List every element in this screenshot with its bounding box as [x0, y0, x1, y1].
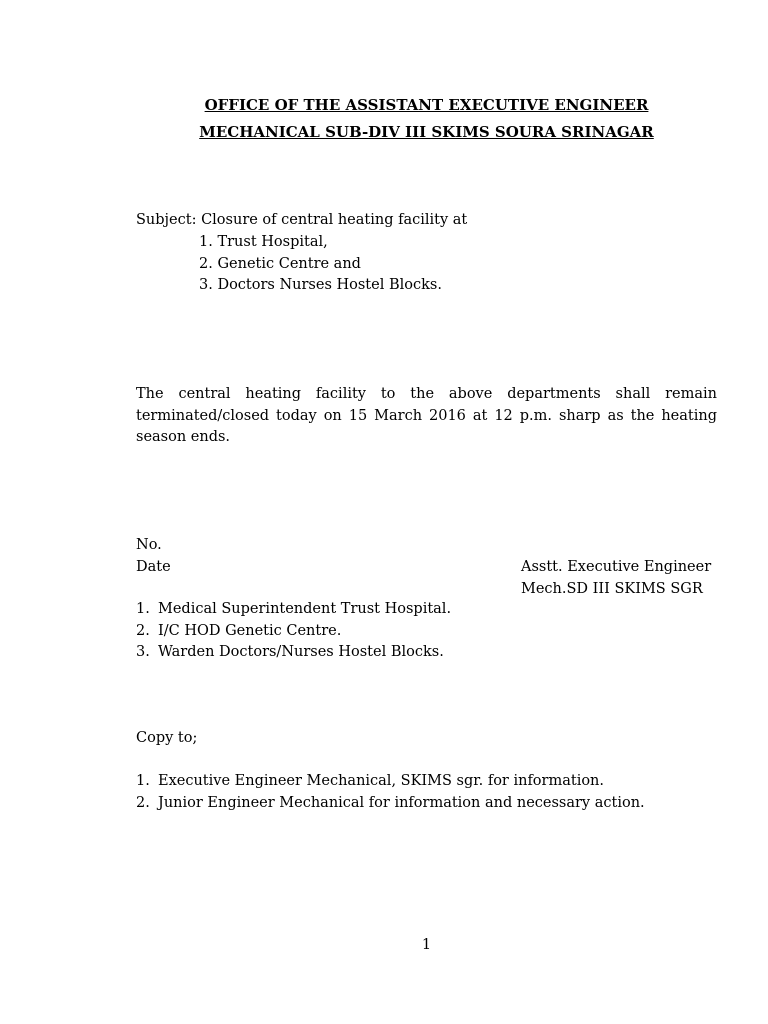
recipient-list — [136, 599, 451, 664]
subject-list — [199, 232, 442, 297]
recipient-item — [136, 599, 451, 621]
recipient-item — [136, 642, 451, 664]
page-number: 1 — [421, 937, 432, 953]
copy-to-number: 1. — [136, 773, 150, 789]
subject-item: 1. Trust Hospital, — [199, 234, 328, 250]
recipient-number: 1. — [136, 601, 150, 617]
recipient-text: Warden Doctors/Nurses Hostel Blocks. — [158, 644, 444, 660]
recipient-number: 3. — [136, 644, 150, 660]
copy-to-item — [136, 793, 645, 815]
copy-to-number: 2. — [136, 794, 150, 811]
copy-to-text: Executive Engineer Mechanical, SKIMS sgr. for information. — [158, 773, 605, 789]
subject-label: Subject: Closure of central heating facility at — [136, 212, 468, 228]
recipient-text: I/C HOD Genetic Centre. — [158, 622, 342, 639]
reference-no: No. — [136, 537, 162, 553]
copy-to-item — [136, 771, 645, 793]
signature-office: Mech.SD III SKIMS SGR — [521, 581, 703, 597]
copy-to-list — [136, 771, 645, 814]
subject-item: 3. Doctors Nurses Hostel Blocks. — [199, 277, 442, 293]
signature-title: Asstt. Executive Engineer — [521, 559, 712, 575]
reference-date: Date — [136, 559, 171, 575]
recipient-item — [136, 621, 451, 643]
recipient-text: Medical Superintendent Trust Hospital. — [158, 601, 452, 617]
office-title-line2: MECHANICAL SUB-DIV III SKIMS SOURA SRINAGAR — [199, 123, 654, 141]
subject-item: 2. Genetic Centre and — [199, 255, 361, 272]
office-title-line1: OFFICE OF THE ASSISTANT EXECUTIVE ENGINEER — [204, 96, 649, 114]
recipient-number: 2. — [136, 622, 150, 639]
copy-to-label: Copy to; — [136, 730, 198, 746]
copy-to-text: Junior Engineer Mechanical for information and necessary action. — [158, 794, 645, 811]
body-paragraph: The central heating facility to the above departments shall remain terminated/closed today on 15 March 2016 at 12 p.m. sharp as the heating season ends. — [136, 386, 717, 445]
